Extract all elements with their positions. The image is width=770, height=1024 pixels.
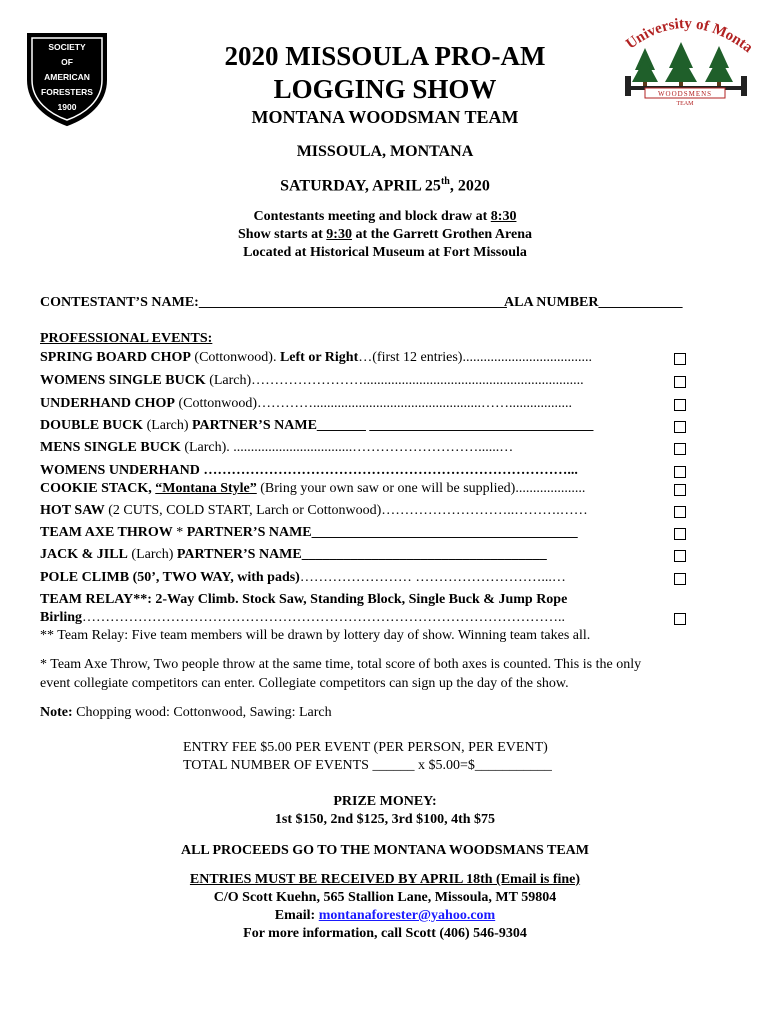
event-text: (Larch). [180, 440, 234, 455]
event-text: (Larch)…………………… [205, 373, 364, 388]
event-text: * [172, 525, 187, 540]
event-checkbox[interactable] [674, 573, 686, 585]
event-checkbox[interactable] [674, 528, 686, 540]
page-title [0, 40, 770, 106]
badge-line: 1900 [57, 102, 77, 112]
event-row [40, 463, 660, 479]
show-start-line: Show starts at 9:30 at the Garrett Grothen Arena [238, 227, 532, 242]
event-text: ..................................………………………......… [233, 440, 514, 455]
event-checkbox[interactable] [674, 484, 686, 496]
event-row [40, 396, 660, 412]
event-row [40, 418, 660, 434]
location-line: Located at Historical Museum at Fort Missoula [243, 245, 527, 260]
event-row [40, 570, 660, 586]
event-row [40, 525, 660, 541]
logo-sub-text: TEAM [676, 101, 694, 107]
wood-note: Note: Chopping wood: Cottonwood, Sawing: Larch [40, 705, 332, 720]
entries-deadline: ENTRIES MUST BE RECEIVED BY APRIL 18th (Email is fine) [189, 872, 581, 887]
event-text: (2 CUTS, COLD START, Larch or Cottonwood)………………………..……….…… [104, 503, 588, 518]
event-checkbox[interactable] [674, 613, 686, 625]
event-text: ……………………………………………………………………... [203, 463, 578, 478]
event-checkbox[interactable] [674, 421, 686, 433]
event-text: (Cottonwood)…………. [174, 396, 317, 411]
event-text: (Larch) [143, 418, 193, 433]
logo-arc-text: University of Monta [623, 15, 755, 57]
mailing-address: C/O Scott Kuehn, 565 Stallion Lane, Missoula, MT 59804 [213, 890, 557, 905]
event-row [40, 547, 660, 563]
event-text: …(first 12 entries)..................................... [358, 350, 592, 365]
contact-line: For more information, call Scott (406) 546-9304 [243, 926, 527, 941]
event-text: (Larch) [127, 547, 177, 562]
event-text: “Montana Style” [155, 481, 257, 496]
event-text: ...............................................…….................. [316, 396, 573, 411]
email-link[interactable]: montanaforester@yahoo.com [318, 908, 496, 923]
email-line: Email: montanaforester@yahoo.com [274, 908, 496, 923]
title-line-2: LOGGING SHOW [273, 74, 497, 104]
event-text: COOKIE STACK, [40, 481, 156, 496]
team-name: MONTANA WOODSMAN TEAM [251, 107, 519, 127]
event-text: HOT SAW [40, 503, 105, 518]
team-relay-note: ** Team Relay: Five team members will be drawn by lottery day of show. Winning team takes all. [40, 628, 591, 643]
event-text: PARTNER’S NAME [186, 525, 312, 540]
event-text: PARTNER’S NAME [192, 418, 317, 433]
entry-fee: ENTRY FEE $5.00 PER EVENT (PER PERSON, PER EVENT) [183, 740, 548, 755]
event-checkbox[interactable] [674, 443, 686, 455]
prize-values: 1st $150, 2nd $125, 3rd $100, 4th $75 [274, 812, 496, 827]
event-row [40, 440, 660, 456]
event-text: _______ ________________________________ [316, 418, 594, 433]
event-checkbox[interactable] [674, 376, 686, 388]
event-row [40, 481, 660, 497]
schedule [0, 208, 770, 262]
event-text: ............................................................... [363, 373, 584, 388]
event-text: UNDERHAND CHOP [40, 396, 175, 411]
event-text: JACK & JILL [40, 547, 128, 562]
event-text: WOMENS SINGLE BUCK [40, 373, 206, 388]
event-text: (Bring your own saw or one will be supplied).................... [256, 481, 586, 496]
event-checkbox[interactable] [674, 466, 686, 478]
total-events-field[interactable]: TOTAL NUMBER OF EVENTS ______ x $5.00=$___________ [183, 758, 552, 773]
event-row [40, 350, 660, 366]
meeting-line: Contestants meeting and block draw at 8:30 [253, 209, 517, 224]
contestant-name-field[interactable]: CONTESTANT’S NAME:____________________________________________ [40, 295, 507, 310]
event-checkbox[interactable] [674, 399, 686, 411]
event-checkbox[interactable] [674, 506, 686, 518]
proceeds: ALL PROCEEDS GO TO THE MONTANA WOODSMANS TEAM [180, 843, 590, 858]
prize-heading: PRIZE MONEY: [333, 794, 437, 809]
axe-throw-note-1: * Team Axe Throw, Two people throw at the same time, total score of both axes is counted. This is the only [40, 657, 642, 672]
logo-band-text: WOODSMENS [657, 90, 713, 98]
event-text: ______________________________________ [311, 525, 578, 540]
event-text: Left or Right [279, 350, 359, 365]
city: MISSOULA, MONTANA [296, 143, 474, 160]
axe-throw-note-2: event collegiate competitors can enter. Collegiate competitors can sign up the day of the show. [40, 676, 569, 691]
badge-line: FORESTERS [41, 87, 93, 97]
team-relay-line: TEAM RELAY**: 2-Way Climb. Stock Saw, Standing Block, Single Buck & Jump Rope [40, 592, 568, 607]
events-heading: PROFESSIONAL EVENTS: [40, 331, 213, 346]
event-row [40, 503, 660, 519]
event-checkbox[interactable] [674, 550, 686, 562]
event-text: POLE CLIMB (50’, TWO WAY, with pads) [40, 570, 300, 585]
event-row [40, 373, 660, 389]
event-text: ___________________________________ [301, 547, 547, 562]
event-text: WOMENS UNDERHAND [40, 463, 200, 478]
event-text: TEAM AXE THROW [40, 525, 173, 540]
event-text: DOUBLE BUCK [40, 418, 144, 433]
event-text: SPRING BOARD CHOP [40, 350, 191, 365]
badge-line: OF [61, 57, 73, 67]
event-checkbox[interactable] [674, 353, 686, 365]
badge-line: SOCIETY [48, 42, 86, 52]
ala-number-field[interactable]: ALA NUMBER____________ [504, 295, 683, 310]
team-relay-line-2: Birling………………………………………………………………………………………….. [40, 610, 566, 625]
title-line-1: 2020 MISSOULA PRO-AM [224, 41, 546, 71]
event-text: PARTNER’S NAME [176, 547, 302, 562]
badge-line: AMERICAN [44, 72, 90, 82]
event-text: MENS SINGLE BUCK [40, 440, 181, 455]
event-text: …………………… ………………………...… [299, 570, 566, 585]
show-date: SATURDAY, APRIL 25th, 2020 [280, 176, 490, 195]
event-text: (Cottonwood). [190, 350, 280, 365]
